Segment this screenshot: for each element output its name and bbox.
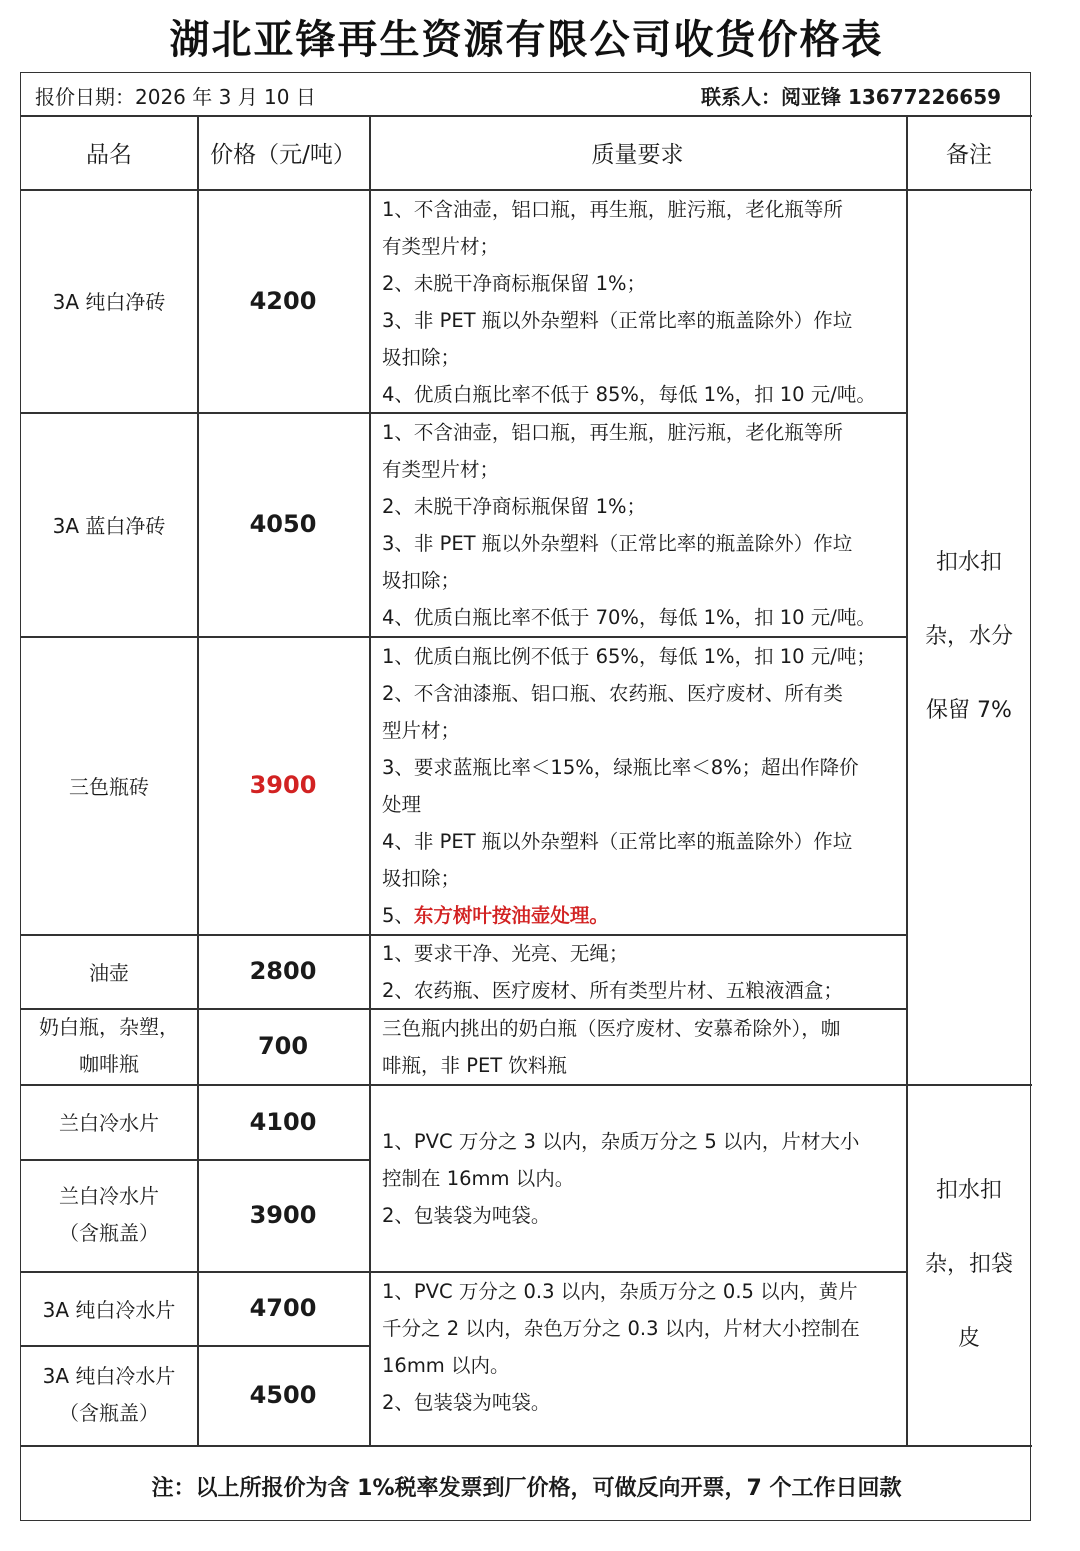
row-price: 4200 bbox=[249, 286, 317, 315]
quality-requirements: 1、PVC 万分之 3 以内，杂质万分之 5 以内，片材大小 控制在 16mm 以内。 2、包装袋为吨袋。 bbox=[382, 1130, 860, 1227]
header-name: 品名 bbox=[86, 141, 132, 168]
row-name: 3A 纯白冷水片 （含瓶盖） bbox=[42, 1364, 176, 1425]
row-price: 4100 bbox=[249, 1107, 317, 1136]
highlight-note: 东方树叶按油壶处理。 bbox=[413, 904, 609, 927]
row-name: 3A 纯白净砖 bbox=[52, 290, 166, 314]
header-quality: 质量要求 bbox=[591, 141, 684, 168]
row-price: 2800 bbox=[249, 957, 317, 985]
row-price: 3900 bbox=[249, 1201, 317, 1229]
row-price-highlight: 3900 bbox=[249, 771, 317, 799]
row-name: 3A 蓝白净砖 bbox=[52, 513, 166, 538]
header-price: 价格（元/吨） bbox=[210, 141, 356, 168]
row-name: 油壶 bbox=[89, 960, 129, 985]
quote-date: 报价日期：2026 年 3 月 10 日 bbox=[35, 85, 316, 109]
remark-a: 扣水扣 杂，水分 保留 7% bbox=[924, 549, 1013, 723]
page-title: 湖北亚锋再生资源有限公司收货价格表 bbox=[169, 17, 884, 63]
price-table bbox=[20, 72, 1031, 1521]
row-name: 奶白瓶，杂塑， 咖啡瓶 bbox=[39, 1015, 179, 1076]
header-remark: 备注 bbox=[946, 141, 992, 168]
quality-requirements: 三色瓶内挑出的奶白瓶（医疗废材、安慕希除外），咖 啡瓶，非 PET 饮料瓶 bbox=[382, 1017, 841, 1077]
row-name: 3A 纯白冷水片 bbox=[42, 1297, 176, 1322]
row-price: 4700 bbox=[249, 1294, 317, 1322]
contact-info: 联系人：阅亚锋 13677226659 bbox=[701, 85, 1002, 109]
row-price: 700 bbox=[257, 1032, 309, 1060]
quality-requirements: 1、不含油壶，铝口瓶，再生瓶，脏污瓶，老化瓶等所 有类型片材； 2、未脱干净商标瓶保留 1%； 3、非 PET 瓶以外杂塑料（正常比率的瓶盖除外）作垃 圾扣除； 4、优质白瓶比率不低于 85%，每低 1%，扣 10 元/吨。 bbox=[382, 198, 876, 406]
footer-note: 注：以上所报价为含 1%税率发票到厂价格，可做反向开票，7 个工作日回款 bbox=[151, 1476, 902, 1501]
row-name: 三色瓶砖 bbox=[69, 774, 149, 799]
quality-requirements: 1、优质白瓶比例不低于 65%，每低 1%，扣 10 元/吨； 2、不含油漆瓶、铝口瓶、农药瓶、医疗废材、所有类 型片材； 3、要求蓝瓶比率＜15%，绿瓶比率＜8%；超出作降价 处理 4、非 PET 瓶以外杂塑料（正常比率的瓶盖除外）作垃 圾扣除； 5、东方树叶按油壶处理。 bbox=[382, 645, 876, 927]
row-name: 兰白冷水片 （含瓶盖） bbox=[59, 1184, 159, 1245]
quality-requirements: 1、不含油壶，铝口瓶，再生瓶，脏污瓶，老化瓶等所 有类型片材； 2、未脱干净商标瓶保留 1%； 3、非 PET 瓶以外杂塑料（正常比率的瓶盖除外）作垃 圾扣除； 4、优质白瓶比率不低于 70%，每低 1%，扣 10 元/吨。 bbox=[382, 421, 876, 629]
row-price: 4500 bbox=[249, 1381, 317, 1409]
quality-requirements: 1、PVC 万分之 0.3 以内，杂质万分之 0.5 以内，黄片 千分之 2 以内，杂色万分之 0.3 以内，片材大小控制在 16mm 以内。 2、包装袋为吨袋。 bbox=[382, 1280, 860, 1414]
row-name: 兰白冷水片 bbox=[59, 1111, 159, 1135]
quality-requirements: 1、要求干净、光亮、无绳； 2、农药瓶、医疗废材、所有类型片材、五粮液酒盒； bbox=[382, 942, 843, 1002]
remark-b: 扣水扣 杂，扣袋 皮 bbox=[924, 1177, 1013, 1351]
row-price: 4050 bbox=[249, 510, 317, 538]
